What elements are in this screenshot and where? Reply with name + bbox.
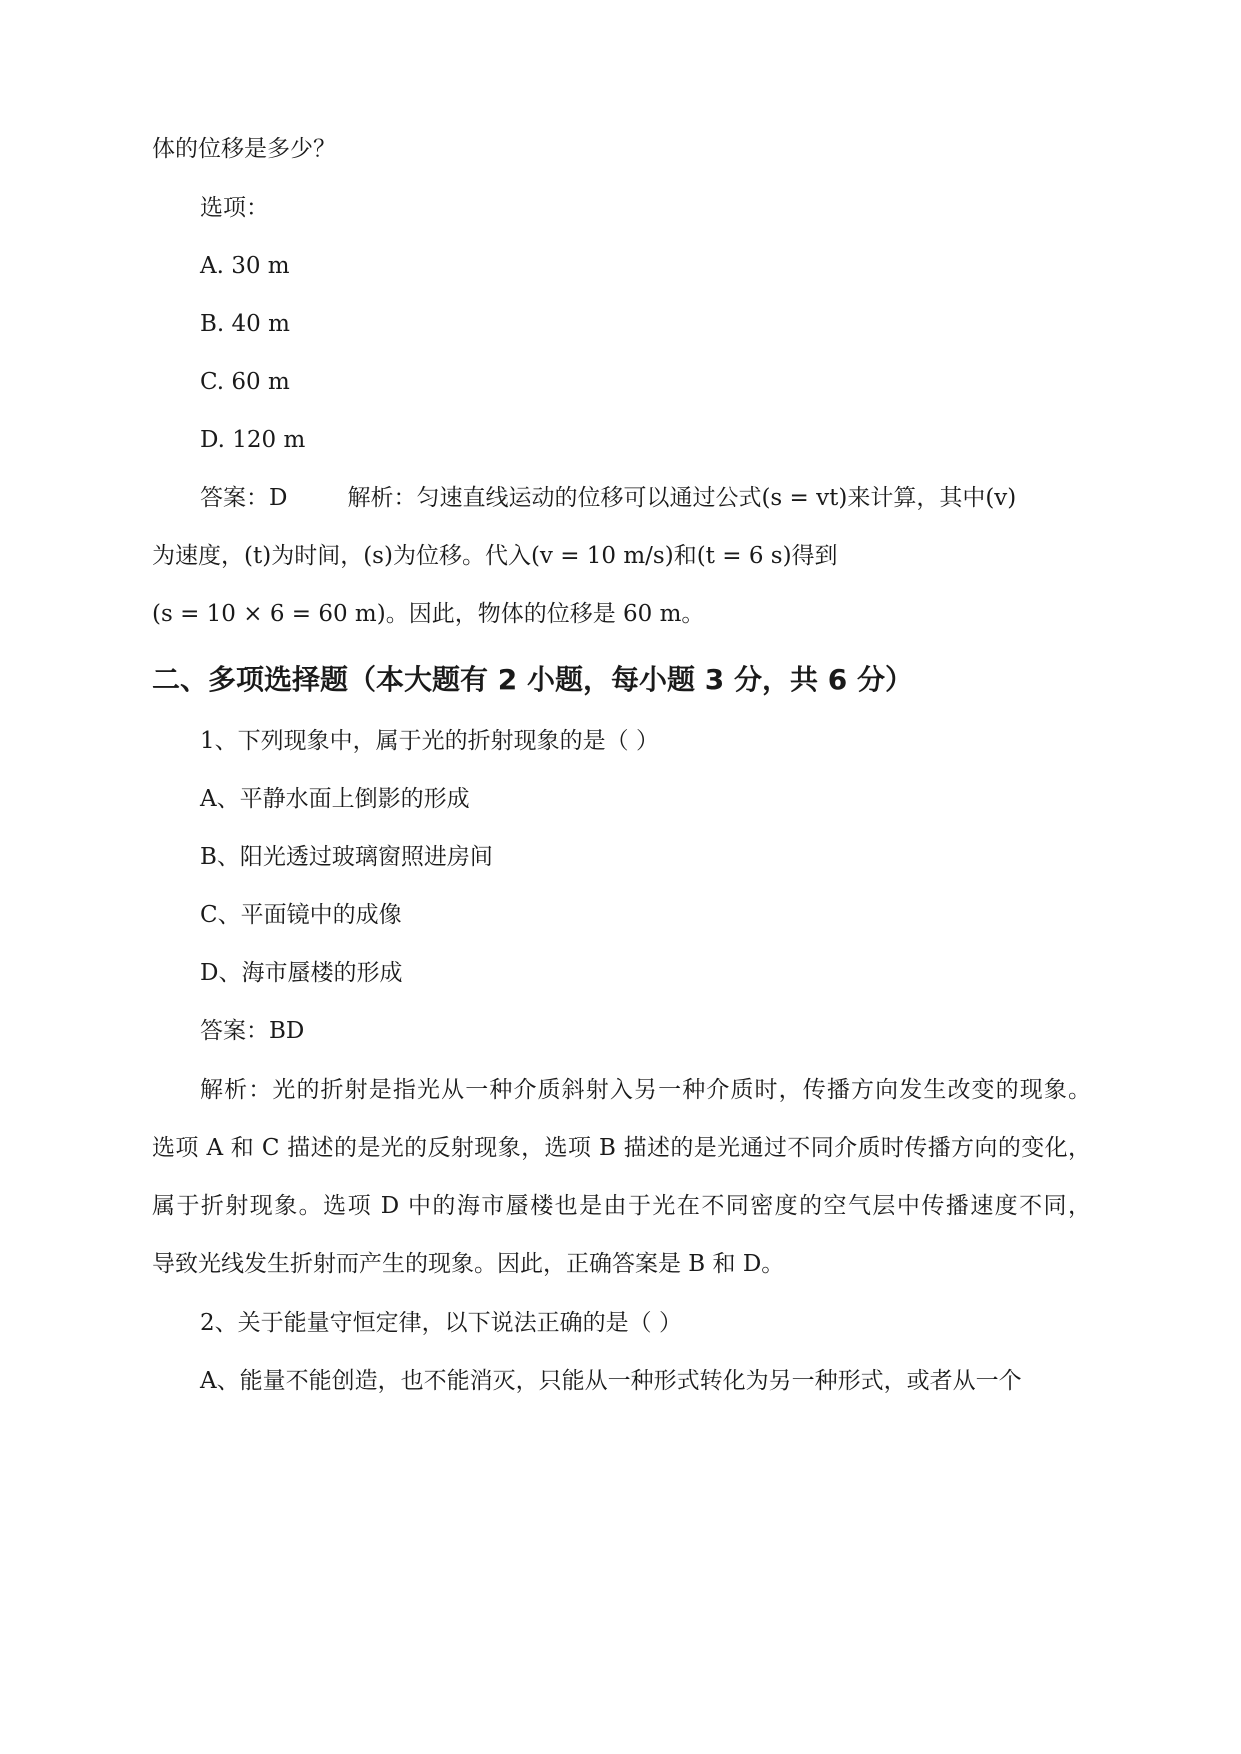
analysis-line-2: 为速度，(t)为时间，(s)为位移。代入(v = 10 m/s)和(t = 6 s)得到 <box>152 543 838 569</box>
q1-stem: 1、下列现象中，属于光的折射现象的是（ ） <box>200 728 659 754</box>
question-stem-tail: 体的位移是多少？ <box>152 136 336 162</box>
q2-stem: 2、关于能量守恒定律，以下说法正确的是（ ） <box>200 1310 682 1336</box>
section-heading: 二、多项选择题（本大题有 2 小题，每小题 3 分，共 6 分） <box>152 663 913 696</box>
q1-answer: 答案：BD <box>200 1018 305 1044</box>
option-a: A. 30 m <box>200 253 290 279</box>
option-d: D. 120 m <box>200 427 306 453</box>
q2-option-a-line-1: A、能量不能创造，也不能消灭，只能从一种形式转化为另一种形式，或者从一个 <box>200 1368 1022 1394</box>
analysis-line-3: (s = 10 × 6 = 60 m)。因此，物体的位移是 60 m。 <box>152 601 705 627</box>
q1-analysis-line-2: 选项 A 和 C 描述的是光的反射现象，选项 B 描述的是光通过不同介质时传播方向的变化， <box>152 1135 1091 1161</box>
option-c: C. 60 m <box>200 369 290 395</box>
q1-option-c: C、平面镜中的成像 <box>200 902 402 928</box>
q1-analysis-line-3: 属于折射现象。选项 D 中的海市蜃楼也是由于光在不同密度的空气层中传播速度不同， <box>152 1193 1091 1219</box>
analysis-text: 解析：匀速直线运动的位移可以通过公式(s = vt)来计算，其中(v) <box>347 485 1017 511</box>
options-label: 选项： <box>200 195 269 221</box>
answer-analysis-line <box>200 483 1091 513</box>
q1-analysis-line-4: 导致光线发生折射而产生的现象。因此，正确答案是 B 和 D。 <box>152 1251 785 1277</box>
q1-option-a: A、平静水面上倒影的形成 <box>200 786 470 812</box>
option-b: B. 40 m <box>200 311 290 337</box>
q1-option-b: B、阳光透过玻璃窗照进房间 <box>200 844 493 870</box>
q1-option-d: D、海市蜃楼的形成 <box>200 960 403 986</box>
q1-analysis-line-1: 解析：光的折射是指光从一种介质斜射入另一种介质时，传播方向发生改变的现象。 <box>200 1077 1091 1103</box>
answer: 答案：D <box>200 485 288 511</box>
